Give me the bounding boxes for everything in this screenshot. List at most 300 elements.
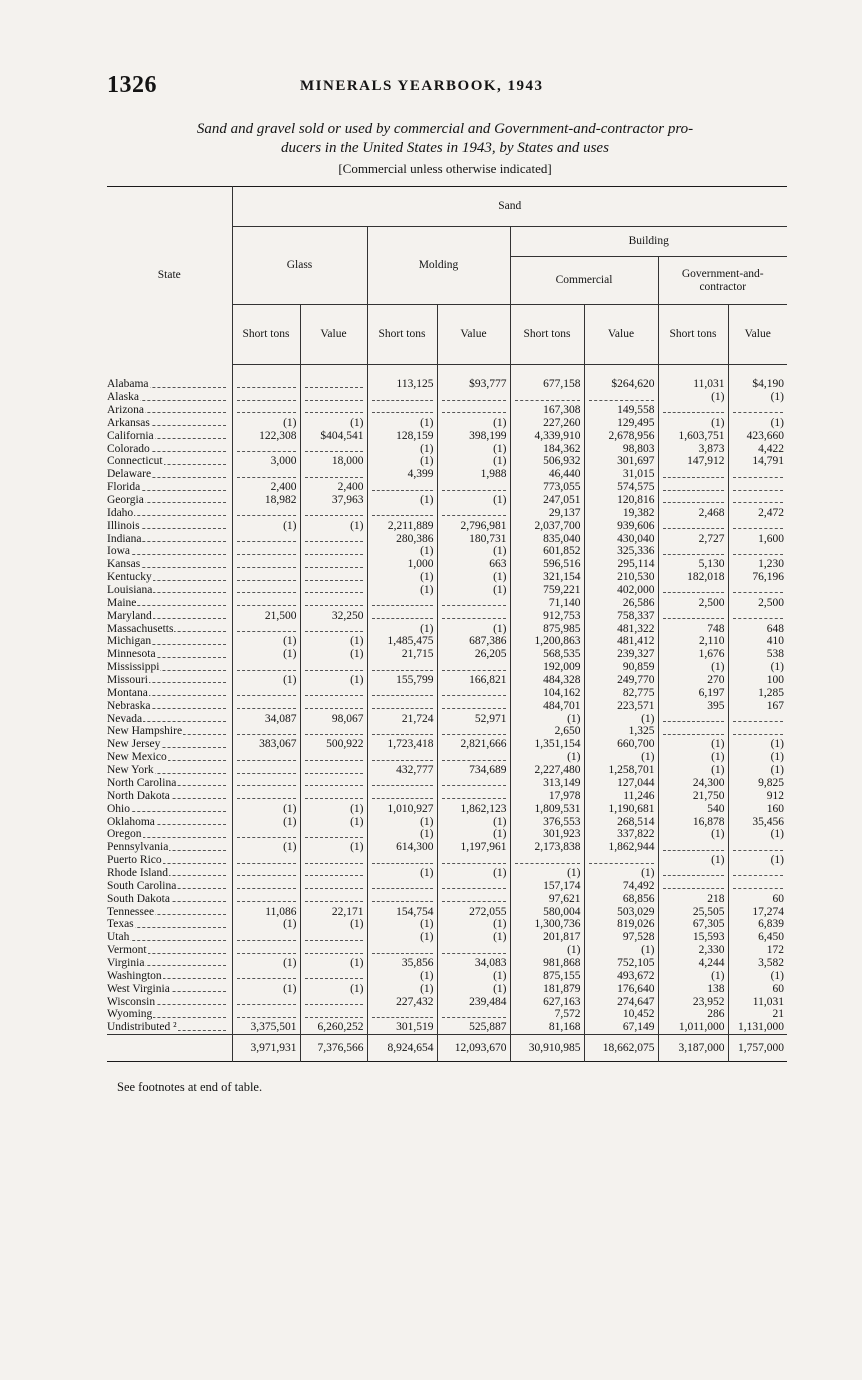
cell-government-value — [728, 481, 787, 494]
table-row — [107, 1021, 787, 1034]
cell-glass-value — [300, 789, 367, 802]
state-label: Maine — [107, 596, 137, 609]
cell-government-value: 17,274 — [728, 905, 787, 918]
cell-molding-value: (1) — [437, 584, 510, 597]
cell-government-short-tons: 3,873 — [658, 442, 728, 455]
cell-molding-short-tons — [367, 892, 437, 905]
state-name — [107, 879, 232, 892]
cell-glass-short-tons: 34,087 — [232, 712, 300, 725]
cell-molding-value — [437, 404, 510, 417]
cell-commercial-value: 127,044 — [584, 777, 658, 790]
cell-government-value: 6,839 — [728, 918, 787, 931]
cell-glass-value — [300, 558, 367, 571]
cell-molding-value: 272,055 — [437, 905, 510, 918]
cell-commercial-value — [584, 391, 658, 404]
state-label: Indiana — [107, 532, 142, 545]
cell-molding-short-tons: (1) — [367, 416, 437, 429]
cell-government-short-tons: 1,676 — [658, 648, 728, 661]
cell-glass-short-tons — [232, 596, 300, 609]
cell-glass-value: $404,541 — [300, 429, 367, 442]
cell-molding-value — [437, 1008, 510, 1021]
cell-government-short-tons: 21,750 — [658, 789, 728, 802]
cell-commercial-short-tons: 104,162 — [510, 686, 584, 699]
table-row — [107, 725, 787, 738]
cell-molding-short-tons: (1) — [367, 815, 437, 828]
cell-glass-short-tons — [232, 892, 300, 905]
cell-commercial-value: 2,678,956 — [584, 429, 658, 442]
cell-glass-short-tons — [232, 969, 300, 982]
cell-government-value — [728, 519, 787, 532]
cell-commercial-value: 295,114 — [584, 558, 658, 571]
cell-molding-short-tons — [367, 1008, 437, 1021]
state-label: Minnesota — [107, 648, 156, 661]
cell-commercial-short-tons: (1) — [510, 944, 584, 957]
state-name — [107, 635, 232, 648]
cell-glass-short-tons: (1) — [232, 674, 300, 687]
cell-government-value — [728, 712, 787, 725]
state-name — [107, 725, 232, 738]
table-row — [107, 879, 787, 892]
cell-glass-short-tons — [232, 879, 300, 892]
cell-molding-value: (1) — [437, 416, 510, 429]
cell-glass-short-tons — [232, 725, 300, 738]
cell-molding-short-tons: (1) — [367, 545, 437, 558]
cell-government-short-tons: 6,197 — [658, 686, 728, 699]
cell-glass-value — [300, 391, 367, 404]
table-row — [107, 596, 787, 609]
cell-commercial-value: 481,412 — [584, 635, 658, 648]
cell-molding-short-tons: 21,724 — [367, 712, 437, 725]
table-row-total — [107, 1034, 787, 1061]
state-name — [107, 969, 232, 982]
cell-government-short-tons: 2,330 — [658, 944, 728, 957]
cell-molding-short-tons — [367, 699, 437, 712]
cell-glass-short-tons — [232, 378, 300, 391]
cell-government-value: 14,791 — [728, 455, 787, 468]
header-government: Government-and-contractor — [658, 257, 787, 305]
cell-government-short-tons: 540 — [658, 802, 728, 815]
cell-commercial-value: 97,528 — [584, 931, 658, 944]
cell-glass-short-tons: (1) — [232, 918, 300, 931]
cell-molding-value: (1) — [437, 571, 510, 584]
cell-commercial-short-tons: 2,650 — [510, 725, 584, 738]
cell-commercial-short-tons: 875,985 — [510, 622, 584, 635]
cell-glass-short-tons — [232, 686, 300, 699]
cell-glass-short-tons — [232, 764, 300, 777]
cell-commercial-short-tons: 568,535 — [510, 648, 584, 661]
cell-government-value: 11,031 — [728, 995, 787, 1008]
cell-molding-value — [437, 944, 510, 957]
cell-molding-short-tons — [367, 944, 437, 957]
state-label: Undistributed ² — [107, 1021, 177, 1034]
cell-government-value: 2,500 — [728, 596, 787, 609]
cell-government-value: 6,450 — [728, 931, 787, 944]
table-row — [107, 661, 787, 674]
cell-molding-value: (1) — [437, 828, 510, 841]
cell-molding-value: (1) — [437, 867, 510, 880]
cell-commercial-value: 31,015 — [584, 468, 658, 481]
state-name — [107, 468, 232, 481]
cell-commercial-short-tons: 313,149 — [510, 777, 584, 790]
state-label: Idaho — [107, 506, 134, 519]
table-row — [107, 686, 787, 699]
state-name — [107, 931, 232, 944]
cell-molding-short-tons — [367, 391, 437, 404]
cell-government-value: 648 — [728, 622, 787, 635]
cell-government-value: 423,660 — [728, 429, 787, 442]
cell-commercial-short-tons: 2,037,700 — [510, 519, 584, 532]
cell-government-short-tons — [658, 404, 728, 417]
table-row — [107, 545, 787, 558]
table-row — [107, 404, 787, 417]
cell-molding-short-tons — [367, 777, 437, 790]
cell-molding-value: (1) — [437, 442, 510, 455]
cell-commercial-value: 210,530 — [584, 571, 658, 584]
cell-glass-value — [300, 596, 367, 609]
state-label: Texas — [107, 918, 134, 931]
cell-glass-value — [300, 944, 367, 957]
cell-commercial-value: 11,246 — [584, 789, 658, 802]
state-label: Nebraska — [107, 699, 151, 712]
header-commercial-value: Value — [584, 305, 658, 365]
cell-commercial-short-tons: 2,173,838 — [510, 841, 584, 854]
state-label: West Virginia — [107, 982, 170, 995]
cell-commercial-short-tons: 4,339,910 — [510, 429, 584, 442]
table-title-line-2: ducers in the United States in 1943, by States and uses — [281, 140, 609, 156]
cell-government-short-tons: 23,952 — [658, 995, 728, 1008]
cell-commercial-value: 337,822 — [584, 828, 658, 841]
cell-commercial-value: 660,700 — [584, 738, 658, 751]
table-body — [107, 365, 787, 1035]
cell-commercial-short-tons: 184,362 — [510, 442, 584, 455]
state-label: Colorado — [107, 442, 150, 455]
cell-molding-value — [437, 789, 510, 802]
cell-molding-value: 34,083 — [437, 957, 510, 970]
state-label: New York — [107, 764, 154, 777]
table-row — [107, 802, 787, 815]
table-row — [107, 789, 787, 802]
table-row — [107, 751, 787, 764]
cell-molding-short-tons — [367, 854, 437, 867]
table-row — [107, 892, 787, 905]
cell-commercial-value: 98,803 — [584, 442, 658, 455]
state-name — [107, 571, 232, 584]
total-glass-value: 7,376,566 — [300, 1034, 367, 1061]
cell-molding-short-tons: (1) — [367, 494, 437, 507]
state-name — [107, 982, 232, 995]
cell-government-value: 167 — [728, 699, 787, 712]
table-row — [107, 995, 787, 1008]
cell-government-value: 1,285 — [728, 686, 787, 699]
cell-molding-value: 2,821,666 — [437, 738, 510, 751]
cell-commercial-value: 325,336 — [584, 545, 658, 558]
state-name — [107, 686, 232, 699]
cell-glass-short-tons — [232, 699, 300, 712]
cell-government-value: (1) — [728, 416, 787, 429]
cell-government-short-tons: 2,727 — [658, 532, 728, 545]
cell-glass-value: (1) — [300, 648, 367, 661]
cell-glass-short-tons — [232, 558, 300, 571]
cell-commercial-value: 1,862,944 — [584, 841, 658, 854]
table-row — [107, 699, 787, 712]
cell-glass-value: 500,922 — [300, 738, 367, 751]
cell-glass-value — [300, 854, 367, 867]
header-molding-short-tons: Short tons — [367, 305, 437, 365]
footnote-reference: See footnotes at end of table. — [117, 1080, 263, 1094]
table-row — [107, 378, 787, 391]
cell-commercial-short-tons: 506,932 — [510, 455, 584, 468]
cell-commercial-value: 223,571 — [584, 699, 658, 712]
cell-molding-short-tons: 35,856 — [367, 957, 437, 970]
cell-molding-value: (1) — [437, 931, 510, 944]
cell-glass-value: (1) — [300, 802, 367, 815]
cell-glass-short-tons: (1) — [232, 982, 300, 995]
table-row — [107, 494, 787, 507]
table-title — [100, 120, 790, 158]
cell-commercial-value: 939,606 — [584, 519, 658, 532]
cell-glass-short-tons — [232, 931, 300, 944]
cell-molding-short-tons: 155,799 — [367, 674, 437, 687]
total-government-short-tons: 3,187,000 — [658, 1034, 728, 1061]
cell-molding-short-tons: (1) — [367, 828, 437, 841]
cell-molding-short-tons: 432,777 — [367, 764, 437, 777]
cell-molding-value: (1) — [437, 815, 510, 828]
cell-molding-value — [437, 596, 510, 609]
cell-glass-short-tons: (1) — [232, 815, 300, 828]
cell-glass-short-tons — [232, 789, 300, 802]
state-name — [107, 416, 232, 429]
table-row — [107, 635, 787, 648]
total-glass-short-tons: 3,971,931 — [232, 1034, 300, 1061]
cell-government-value: 35,456 — [728, 815, 787, 828]
cell-glass-short-tons: (1) — [232, 635, 300, 648]
cell-government-short-tons: 270 — [658, 674, 728, 687]
cell-molding-value: 2,796,981 — [437, 519, 510, 532]
state-name — [107, 506, 232, 519]
cell-commercial-value: 67,149 — [584, 1021, 658, 1034]
cell-molding-value: 180,731 — [437, 532, 510, 545]
cell-commercial-value: 74,492 — [584, 879, 658, 892]
cell-government-short-tons — [658, 494, 728, 507]
cell-glass-short-tons: 3,000 — [232, 455, 300, 468]
cell-molding-short-tons: 154,754 — [367, 905, 437, 918]
cell-commercial-short-tons: 981,868 — [510, 957, 584, 970]
cell-government-value: 9,825 — [728, 777, 787, 790]
cell-commercial-short-tons: 17,978 — [510, 789, 584, 802]
cell-commercial-value: (1) — [584, 712, 658, 725]
cell-molding-value — [437, 879, 510, 892]
cell-molding-short-tons: 1,485,475 — [367, 635, 437, 648]
cell-commercial-short-tons: 7,572 — [510, 1008, 584, 1021]
cell-commercial-value: 268,514 — [584, 815, 658, 828]
cell-molding-short-tons: (1) — [367, 622, 437, 635]
cell-commercial-short-tons: 1,351,154 — [510, 738, 584, 751]
state-label: Oregon — [107, 828, 142, 841]
cell-commercial-short-tons: 46,440 — [510, 468, 584, 481]
cell-glass-value — [300, 751, 367, 764]
cell-molding-value — [437, 892, 510, 905]
state-label: Ohio — [107, 802, 130, 815]
cell-glass-value: 32,250 — [300, 609, 367, 622]
cell-molding-value: 166,821 — [437, 674, 510, 687]
cell-glass-value — [300, 584, 367, 597]
cell-molding-value: (1) — [437, 969, 510, 982]
state-name — [107, 596, 232, 609]
cell-commercial-short-tons: 773,055 — [510, 481, 584, 494]
cell-glass-value: (1) — [300, 815, 367, 828]
cell-glass-value — [300, 969, 367, 982]
cell-government-short-tons: 24,300 — [658, 777, 728, 790]
cell-government-value: (1) — [728, 969, 787, 982]
state-name — [107, 404, 232, 417]
cell-glass-short-tons: (1) — [232, 416, 300, 429]
running-head: MINERALS YEARBOOK, 1943 — [300, 78, 544, 94]
cell-molding-value: (1) — [437, 455, 510, 468]
state-label: Mississippi — [107, 661, 160, 674]
cell-government-short-tons — [658, 879, 728, 892]
table-row — [107, 777, 787, 790]
cell-molding-value: 1,197,961 — [437, 841, 510, 854]
cell-commercial-short-tons: 247,051 — [510, 494, 584, 507]
cell-glass-short-tons: 3,375,501 — [232, 1021, 300, 1034]
cell-commercial-short-tons: 97,621 — [510, 892, 584, 905]
cell-molding-value: 687,386 — [437, 635, 510, 648]
cell-glass-short-tons: 383,067 — [232, 738, 300, 751]
state-label: Alaska — [107, 391, 139, 404]
cell-glass-short-tons — [232, 442, 300, 455]
state-label: Alabama — [107, 378, 149, 391]
table-row — [107, 828, 787, 841]
cell-commercial-value: 493,672 — [584, 969, 658, 982]
state-name — [107, 1021, 232, 1034]
cell-glass-short-tons: (1) — [232, 802, 300, 815]
state-label: Illinois — [107, 519, 140, 532]
cell-glass-value — [300, 468, 367, 481]
cell-molding-value: 26,205 — [437, 648, 510, 661]
state-name — [107, 609, 232, 622]
cell-glass-short-tons — [232, 751, 300, 764]
cell-commercial-short-tons: 484,328 — [510, 674, 584, 687]
cell-government-value: 100 — [728, 674, 787, 687]
cell-molding-short-tons — [367, 609, 437, 622]
cell-commercial-short-tons: 71,140 — [510, 596, 584, 609]
cell-glass-short-tons — [232, 571, 300, 584]
cell-government-value: 1,600 — [728, 532, 787, 545]
state-label: Wisconsin — [107, 995, 156, 1008]
cell-glass-value: (1) — [300, 982, 367, 995]
cell-molding-value — [437, 777, 510, 790]
state-label: North Carolina — [107, 776, 177, 789]
cell-government-short-tons: (1) — [658, 416, 728, 429]
cell-glass-short-tons — [232, 532, 300, 545]
table-row — [107, 969, 787, 982]
state-label: Nevada — [107, 712, 143, 725]
cell-government-short-tons: 748 — [658, 622, 728, 635]
cell-commercial-value: 503,029 — [584, 905, 658, 918]
cell-commercial-value: (1) — [584, 944, 658, 957]
cell-molding-value: (1) — [437, 622, 510, 635]
cell-glass-short-tons — [232, 1008, 300, 1021]
cell-government-short-tons — [658, 519, 728, 532]
total-molding-short-tons: 8,924,654 — [367, 1034, 437, 1061]
state-name — [107, 905, 232, 918]
cell-government-short-tons: 25,505 — [658, 905, 728, 918]
cell-government-value: 21 — [728, 1008, 787, 1021]
cell-government-short-tons: 4,244 — [658, 957, 728, 970]
state-name — [107, 622, 232, 635]
cell-glass-short-tons — [232, 995, 300, 1008]
state-name — [107, 442, 232, 455]
state-name — [107, 867, 232, 880]
cell-glass-value: 18,000 — [300, 455, 367, 468]
cell-government-value: 538 — [728, 648, 787, 661]
state-name — [107, 648, 232, 661]
cell-government-value — [728, 584, 787, 597]
cell-glass-value — [300, 1008, 367, 1021]
table-row — [107, 442, 787, 455]
cell-government-value: (1) — [728, 751, 787, 764]
cell-glass-short-tons — [232, 867, 300, 880]
cell-government-short-tons: 2,500 — [658, 596, 728, 609]
cell-molding-short-tons: (1) — [367, 931, 437, 944]
cell-government-short-tons — [658, 867, 728, 880]
state-label: New Mexico — [107, 751, 167, 764]
cell-glass-value — [300, 378, 367, 391]
cell-commercial-short-tons: 376,553 — [510, 815, 584, 828]
cell-molding-value: $93,777 — [437, 378, 510, 391]
cell-commercial-value: 430,040 — [584, 532, 658, 545]
cell-molding-value — [437, 751, 510, 764]
cell-molding-value: 52,971 — [437, 712, 510, 725]
cell-government-value: 172 — [728, 944, 787, 957]
cell-glass-short-tons: (1) — [232, 648, 300, 661]
cell-government-short-tons: 218 — [658, 892, 728, 905]
cell-commercial-short-tons: 759,221 — [510, 584, 584, 597]
cell-molding-value: (1) — [437, 494, 510, 507]
cell-glass-value — [300, 879, 367, 892]
state-label: Montana — [107, 686, 148, 699]
cell-glass-value — [300, 661, 367, 674]
cell-glass-value — [300, 931, 367, 944]
table-row — [107, 558, 787, 571]
cell-molding-short-tons — [367, 879, 437, 892]
state-label: Kansas — [107, 558, 141, 571]
cell-commercial-value: 758,337 — [584, 609, 658, 622]
table-row — [107, 481, 787, 494]
cell-government-value — [728, 468, 787, 481]
cell-commercial-short-tons: 484,701 — [510, 699, 584, 712]
state-label: Georgia — [107, 494, 144, 507]
cell-government-short-tons — [658, 584, 728, 597]
cell-government-short-tons: (1) — [658, 661, 728, 674]
state-name — [107, 391, 232, 404]
cell-glass-value — [300, 764, 367, 777]
state-name — [107, 532, 232, 545]
cell-government-value — [728, 725, 787, 738]
cell-commercial-value: 402,000 — [584, 584, 658, 597]
state-label: Missouri — [107, 674, 148, 687]
cell-glass-short-tons: 21,500 — [232, 609, 300, 622]
cell-glass-value: 37,963 — [300, 494, 367, 507]
cell-molding-value: 734,689 — [437, 764, 510, 777]
table-row — [107, 905, 787, 918]
header-building: Building — [510, 227, 787, 257]
cell-molding-value: 663 — [437, 558, 510, 571]
state-name — [107, 802, 232, 815]
table-row — [107, 519, 787, 532]
cell-commercial-short-tons: 2,227,480 — [510, 764, 584, 777]
cell-molding-short-tons: (1) — [367, 442, 437, 455]
